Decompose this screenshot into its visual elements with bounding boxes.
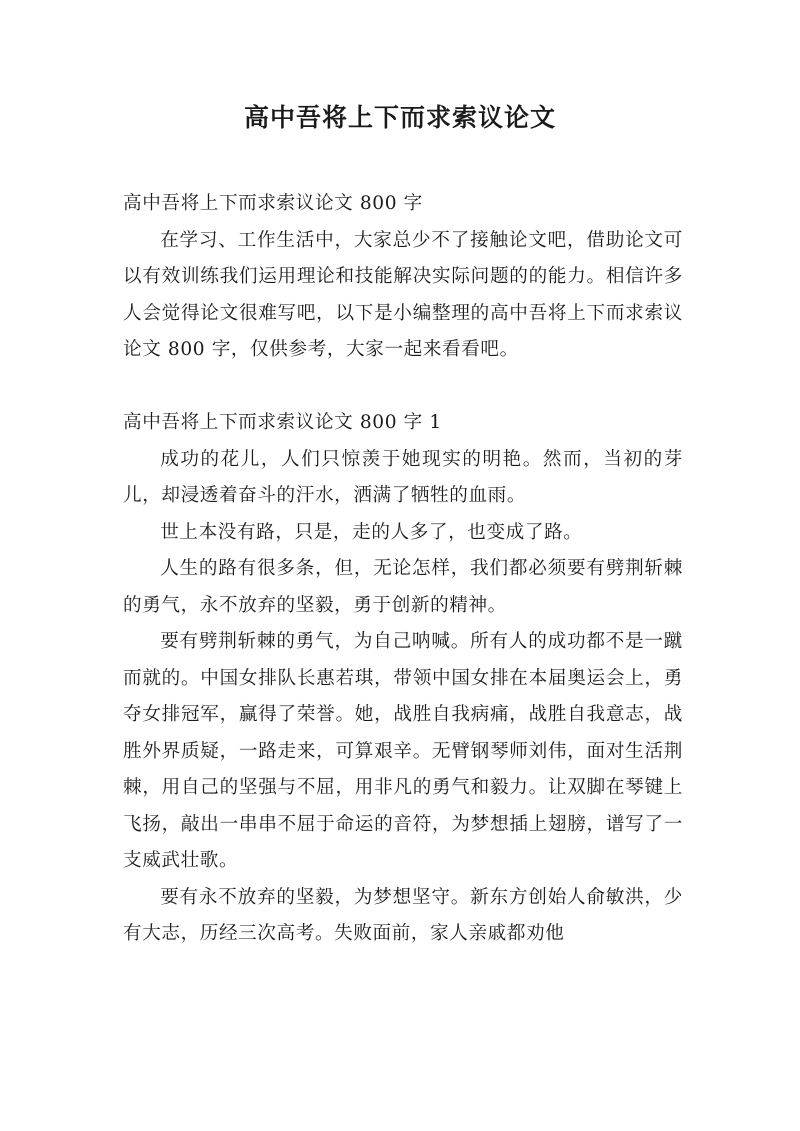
essay-paragraph: 人生的路有很多条，但，无论怎样，我们都必须要有劈荆斩棘的勇气，永不放弃的坚毅，勇于创新的精神。 [123, 558, 683, 616]
essay-paragraph: 世上本没有路，只是，走的人多了，也变成了路。 [160, 521, 583, 543]
essay-paragraph: 要有劈荆斩棘的勇气，为自己呐喊。所有人的成功都不是一蹴而就的。中国女排队长惠若琪，带领中国女排在本届奥运会上，勇夺女排冠军，赢得了荣誉。她，战胜自我病痛，战胜自我意志，战胜外界质疑，一路走来，可算艰辛。无臂钢琴师刘伟，面对生活荆棘，用自己的坚强与不屈，用非凡的勇气和毅力。让双脚在琴键上飞扬，敲出一串串不屈于命运的音符，为梦想插上翅膀，谱写了一支威武壮歌。 [123, 631, 683, 871]
document-body [123, 186, 683, 953]
intro-heading: 高中吾将上下而求索议论文 800 字 [123, 193, 423, 214]
essay-heading: 高中吾将上下而求索议论文 800 字 1 [123, 412, 442, 433]
document-title: 高中吾将上下而求索议论文 [243, 103, 556, 132]
section-gap [123, 369, 683, 406]
essay-paragraph: 成功的花儿，人们只惊羡于她现实的明艳。然而，当初的芽儿，却浸透着奋斗的汗水，洒满了牺牲的血雨。 [123, 448, 683, 506]
intro-paragraph: 在学习、工作生活中，大家总少不了接触论文吧，借助论文可以有效训练我们运用理论和技能解决实际问题的的能力。相信许多人会觉得论文很难写吧，以下是小编整理的高中吾将上下而求索议论文 800 字，仅供参考，大家一起来看看吧。 [123, 229, 683, 360]
essay-paragraph: 要有永不放弃的坚毅，为梦想坚守。新东方创始人俞敏洪，少有大志，历经三次高考。失败面前，家人亲戚都劝他 [123, 886, 683, 944]
